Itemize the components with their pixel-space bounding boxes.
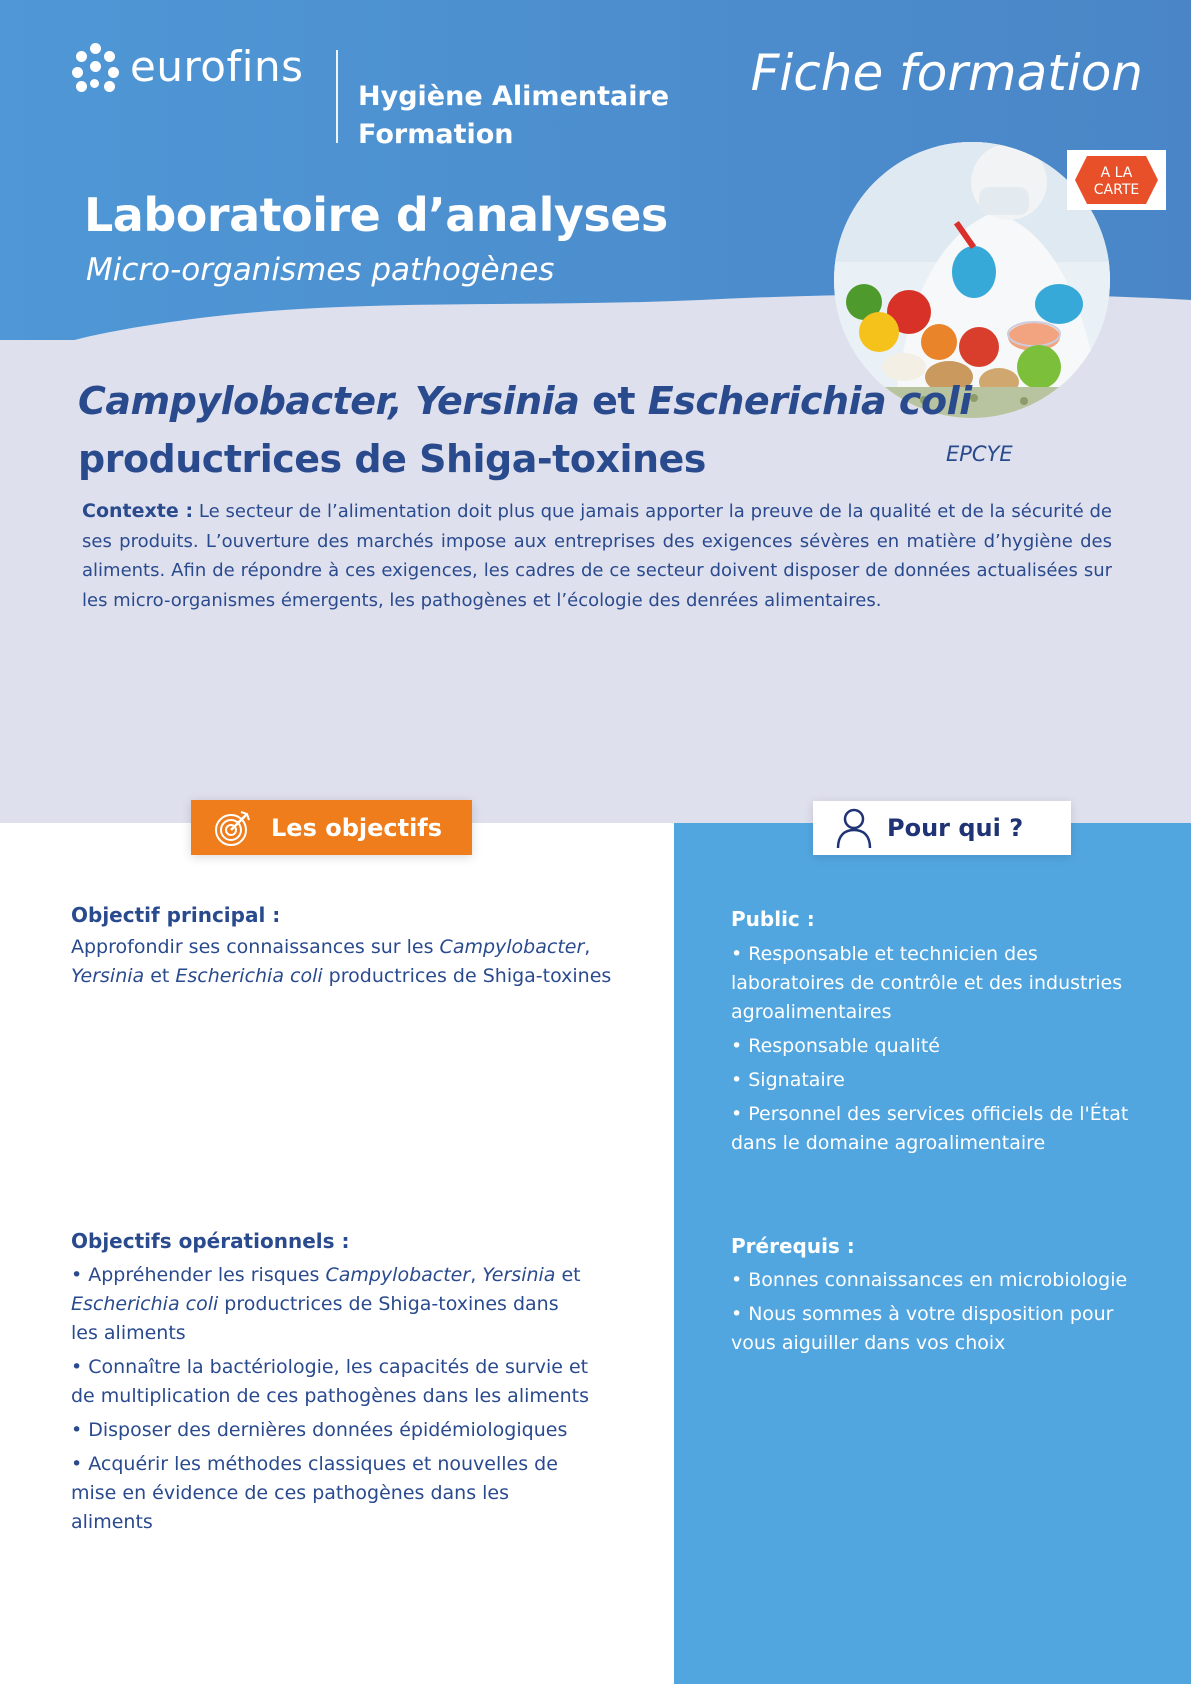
- public-heading: Public :: [731, 907, 815, 931]
- course-title-part2: et: [579, 379, 648, 423]
- course-title-part1: Campylobacter, Yersinia: [78, 379, 580, 423]
- operational-objectives-list: [71, 1261, 591, 1542]
- operational-objective-item: • Acquérir les méthodes classiques et nouvelles de mise en évidence de ces pathogènes dans les aliments: [71, 1453, 558, 1533]
- course-title-line2: productrices de Shiga-toxines: [78, 437, 706, 481]
- operational-objective-item: • Disposer des dernières données épidémiologiques: [71, 1419, 568, 1441]
- op-b1-f: Escherichia coli: [71, 1293, 219, 1315]
- prerequisites-heading: Prérequis :: [731, 1234, 855, 1258]
- brand-sub-line1: Hygiène Alimentaire: [358, 81, 670, 112]
- context-text: Le secteur de l’alimentation doit plus que jamais apporter la preuve de la qualité et de la sécurité de ses produits. L’ouverture des marchés impose aux entreprises des exigences sévères en matière d’hygiène des aliments. Afin de répondre à ces exigences, les cadres de ce secteur doivent disposer de données actualisées sur les micro-organismes émergents, les pathogènes et l’écologie des denrées alimentaires.: [82, 501, 1113, 611]
- page-subtitle: Micro-organismes pathogènes: [86, 252, 555, 288]
- main-objective-t1: Approfondir ses connaissances sur les: [71, 936, 440, 958]
- main-objective-t5: et: [144, 965, 176, 987]
- op-b1-c: ,: [470, 1264, 483, 1286]
- objectives-tab-label: Les objectifs: [271, 813, 443, 842]
- main-objective-text: [71, 933, 631, 991]
- course-code: EPCYE: [946, 442, 1013, 466]
- operational-objectives-heading: Objectifs opérationnels :: [71, 1229, 350, 1253]
- prerequisites-list: [731, 1266, 1151, 1363]
- context-paragraph: [82, 497, 1112, 615]
- public-item: • Responsable qualité: [731, 1035, 940, 1057]
- objectives-tab: [191, 800, 472, 855]
- main-objective-t7: productrices de Shiga-toxines: [322, 965, 612, 987]
- target-icon: [213, 808, 253, 848]
- course-title-part3: Escherichia coli: [647, 379, 972, 423]
- eurofins-dots-icon: [72, 43, 120, 91]
- operational-objective-item: • Connaître la bactériologie, les capacités de survie et de multiplication de ces pathogènes dans les aliments: [71, 1356, 589, 1407]
- main-objective-t4: Yersinia: [71, 965, 145, 987]
- brand-name: eurofins: [130, 42, 304, 91]
- course-title-line1: [78, 372, 972, 430]
- public-item: • Signataire: [731, 1069, 845, 1091]
- context-label: Contexte :: [82, 500, 194, 522]
- operational-objective-item: [71, 1261, 591, 1348]
- a-la-carte-badge: [1067, 150, 1166, 210]
- op-b1-e: et: [555, 1264, 581, 1286]
- brand-subtitle: [358, 78, 669, 154]
- op-b1-g: productrices de Shiga-toxines dans les aliments: [71, 1293, 559, 1344]
- badge-line2: CARTE: [1093, 182, 1140, 198]
- op-b1-a: • Appréhender les risques: [71, 1264, 326, 1286]
- brand-sub-line2: Formation: [358, 119, 514, 150]
- public-item: • Personnel des services officiels de l'État dans le domaine agroalimentaire: [731, 1103, 1129, 1154]
- page-title: Laboratoire d’analyses: [84, 188, 668, 242]
- doc-type-label: Fiche formation: [750, 44, 1143, 102]
- logo-divider: [336, 50, 338, 143]
- main-objective-heading: Objectif principal :: [71, 903, 281, 927]
- person-icon: [835, 807, 873, 849]
- public-list: [731, 940, 1151, 1163]
- op-b1-d: Yersinia: [482, 1264, 556, 1286]
- main-objective-t6: Escherichia coli: [175, 965, 323, 987]
- audience-tab-label: Pour qui ?: [887, 814, 1024, 842]
- prerequisite-item: • Nous sommes à votre disposition pour vous aiguiller dans vos choix: [731, 1303, 1114, 1354]
- eurofins-logo: [72, 42, 303, 91]
- prerequisite-item: • Bonnes connaissances en microbiologie: [731, 1269, 1128, 1291]
- badge-line1: A LA: [1100, 165, 1133, 181]
- main-objective-t2: Campylobacter: [439, 936, 585, 958]
- course-title: [78, 372, 972, 488]
- public-item: • Responsable et technicien des laboratoires de contrôle et des industries agroalimentaires: [731, 943, 1123, 1023]
- audience-tab: [813, 801, 1071, 855]
- main-objective-t3: ,: [584, 936, 591, 958]
- op-b1-b: Campylobacter: [325, 1264, 471, 1286]
